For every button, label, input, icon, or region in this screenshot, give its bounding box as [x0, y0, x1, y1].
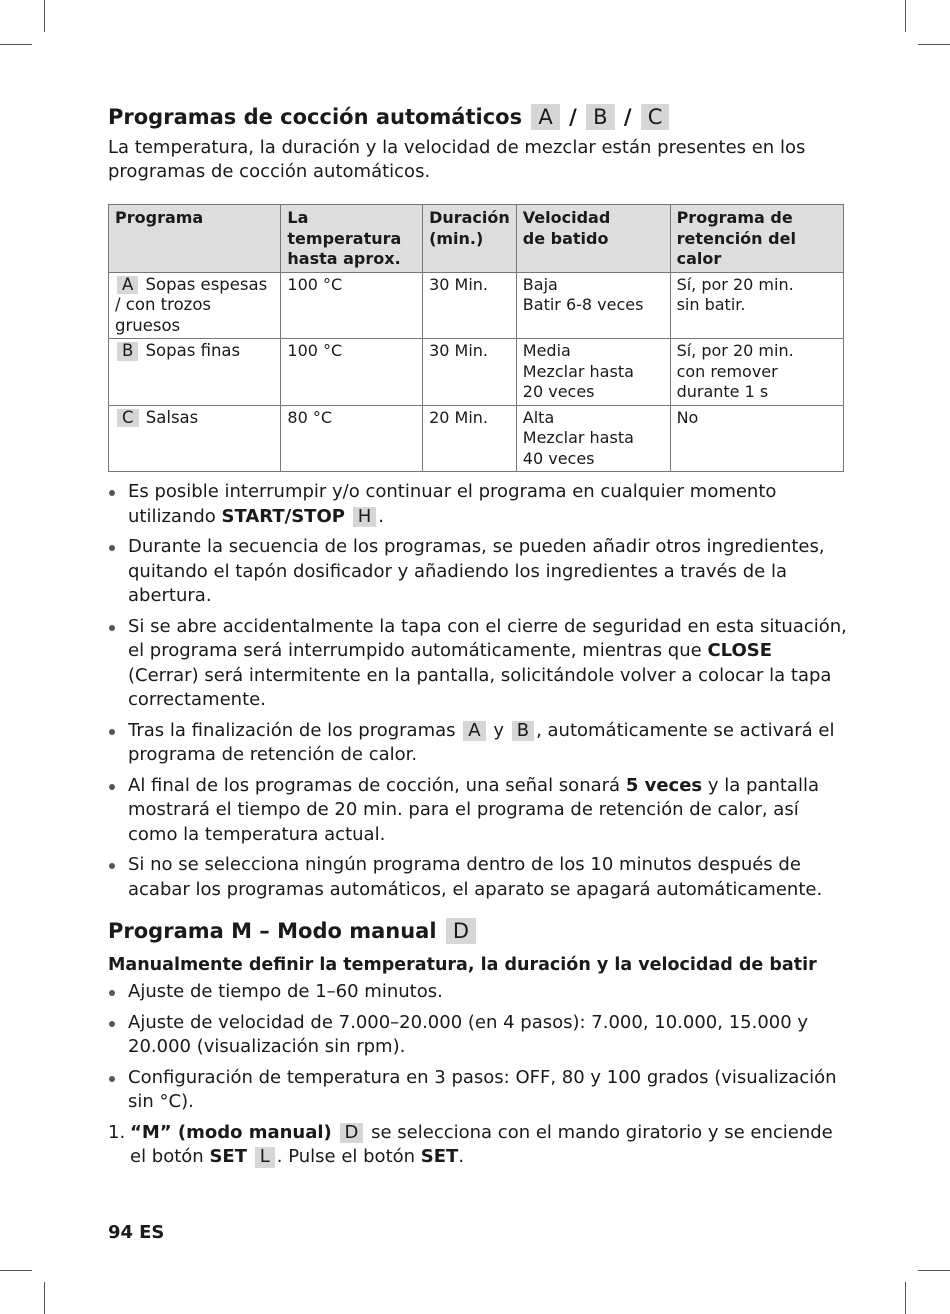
separator: /: [569, 105, 577, 129]
cell-program: [109, 339, 281, 406]
start-stop-label: START/STOP: [221, 505, 345, 527]
key-badge-d: D: [446, 918, 476, 944]
manual-mode-label: “M” (modo manual): [130, 1121, 332, 1143]
cell-temperature: 80 °C: [281, 405, 423, 472]
cell-duration: 20 Min.: [423, 405, 517, 472]
list-item: Ajuste de velocidad de 7.000–20.000 (en 4 pasos): 7.000, 10.000, 15.000 y 20.000 (visualización sin rpm).: [108, 1011, 848, 1060]
language-code: ES: [139, 1222, 165, 1243]
header-program: Programa: [109, 205, 281, 273]
crop-mark: [918, 1270, 950, 1271]
step-item: [108, 1121, 848, 1170]
key-badge-c: C: [641, 104, 670, 130]
table-header-row: [109, 205, 844, 273]
section-title-text: Programa M – Modo manual: [108, 919, 437, 943]
list-item: Ajuste de tiempo de 1–60 minutos.: [108, 980, 848, 1005]
text: .: [458, 1146, 465, 1167]
cell-temperature: 100 °C: [281, 272, 423, 339]
programs-table: [108, 204, 844, 472]
page-number: 94: [108, 1222, 134, 1243]
list-item: [108, 480, 848, 529]
text: y: [493, 719, 504, 741]
list-item: [108, 615, 848, 713]
text: Si se abre accidentalmente la tapa con el cierre de seguridad en esta situación, el programa será interrumpido automáticamente, mientras que: [128, 615, 847, 661]
crop-mark: [44, 0, 45, 32]
page-content: [108, 100, 848, 1170]
section-title-text: Programas de cocción automáticos: [108, 105, 523, 129]
cell-speed: Alta Mezclar hasta 40 veces: [516, 405, 670, 472]
table-row: [109, 339, 844, 406]
cell-program: [109, 272, 281, 339]
key-badge-a: A: [463, 721, 485, 742]
crop-mark: [0, 44, 32, 45]
text: .: [378, 505, 384, 527]
step-number: 1.: [108, 1121, 126, 1143]
key-badge-l: L: [255, 1147, 275, 1168]
header-speed: Velocidad de batido: [516, 205, 670, 273]
cell-duration: 30 Min.: [423, 272, 517, 339]
cell-temperature: 100 °C: [281, 339, 423, 406]
header-temperature: La temperatura hasta aprox.: [281, 205, 423, 273]
text: Tras la finalización de los programas: [128, 719, 456, 741]
text: . Pulse el botón: [276, 1146, 416, 1167]
key-badge-a: A: [117, 276, 138, 295]
section-title-auto-programs: [108, 100, 848, 134]
list-item: Durante la secuencia de los programas, se pueden añadir otros ingredientes, quitando el tapón dosificador y añadiendo los ingredientes a través de la abertura.: [108, 535, 848, 609]
crop-mark: [918, 44, 950, 45]
beep-count: 5 veces: [625, 774, 703, 796]
intro-paragraph: La temperatura, la duración y la velocidad de mezclar están presentes en los programas de cocción automáticos.: [108, 137, 806, 182]
list-item: Si no se selecciona ningún programa dentro de los 10 minutos después de acabar los programas automáticos, el aparato se apagará automáticamente.: [108, 853, 848, 902]
key-badge-a: A: [531, 104, 559, 130]
manual-mode-notes: [108, 980, 848, 1115]
key-badge-b: B: [586, 104, 614, 130]
text: se selecciona con el mando giratorio y se enciende el botón: [130, 1121, 833, 1167]
table-row: [109, 272, 844, 339]
section-title-manual-mode: [108, 914, 848, 948]
cell-heat-retention: Sí, por 20 min. con remover durante 1 s: [670, 339, 843, 406]
crop-mark: [905, 1282, 906, 1314]
cell-program: [109, 405, 281, 472]
crop-mark: [0, 1270, 32, 1271]
set-label: SET: [209, 1146, 247, 1167]
key-badge-h: H: [353, 507, 377, 528]
text: Es posible interrumpir y/o continuar el programa en cualquier momento utilizando: [128, 481, 777, 527]
cell-heat-retention: No: [670, 405, 843, 472]
set-label: SET: [420, 1146, 459, 1167]
cell-heat-retention: Sí, por 20 min. sin batir.: [670, 272, 843, 339]
list-item: Configuración de temperatura en 3 pasos: OFF, 80 y 100 grados (visualización sin °C).: [108, 1066, 848, 1115]
key-badge-d: D: [340, 1123, 364, 1144]
list-item: [108, 774, 848, 848]
crop-mark: [905, 0, 906, 32]
text: Al final de los programas de cocción, una señal sonará: [128, 774, 621, 796]
manual-mode-steps: [108, 1121, 848, 1170]
close-label: CLOSE: [707, 640, 773, 661]
text: (Cerrar) será intermitente en la pantalla, solicitándole volver a colocar la tapa correctamente.: [128, 664, 832, 710]
text: , automáticamente se activará el programa de retención de calor.: [128, 719, 835, 765]
key-badge-b: B: [117, 342, 138, 361]
cell-speed: Media Mezclar hasta 20 veces: [516, 339, 670, 406]
program-name: Sopas espesas / con trozos gruesos: [115, 274, 268, 335]
cell-duration: 30 Min.: [423, 339, 517, 406]
separator: /: [623, 105, 632, 129]
program-name: Salsas: [145, 407, 199, 427]
auto-program-notes: [108, 480, 848, 902]
list-item: [108, 719, 848, 768]
table-row: [109, 405, 844, 472]
section-subtitle: Manualmente definir la temperatura, la duración y la velocidad de batir: [108, 955, 817, 975]
header-heat-retention: Programa de retención del calor: [670, 205, 843, 273]
header-duration: Duración (min.): [423, 205, 517, 273]
crop-mark: [44, 1282, 45, 1314]
cell-speed: Baja Batir 6-8 veces: [516, 272, 670, 339]
page-footer: [108, 1222, 164, 1243]
text: y la pantalla mostrará el tiempo de 20 min. para el programa de retención de calor, así como la temperatura actual.: [128, 774, 819, 845]
key-badge-c: C: [117, 409, 139, 428]
key-badge-b: B: [512, 721, 534, 742]
program-name: Sopas finas: [145, 341, 241, 360]
